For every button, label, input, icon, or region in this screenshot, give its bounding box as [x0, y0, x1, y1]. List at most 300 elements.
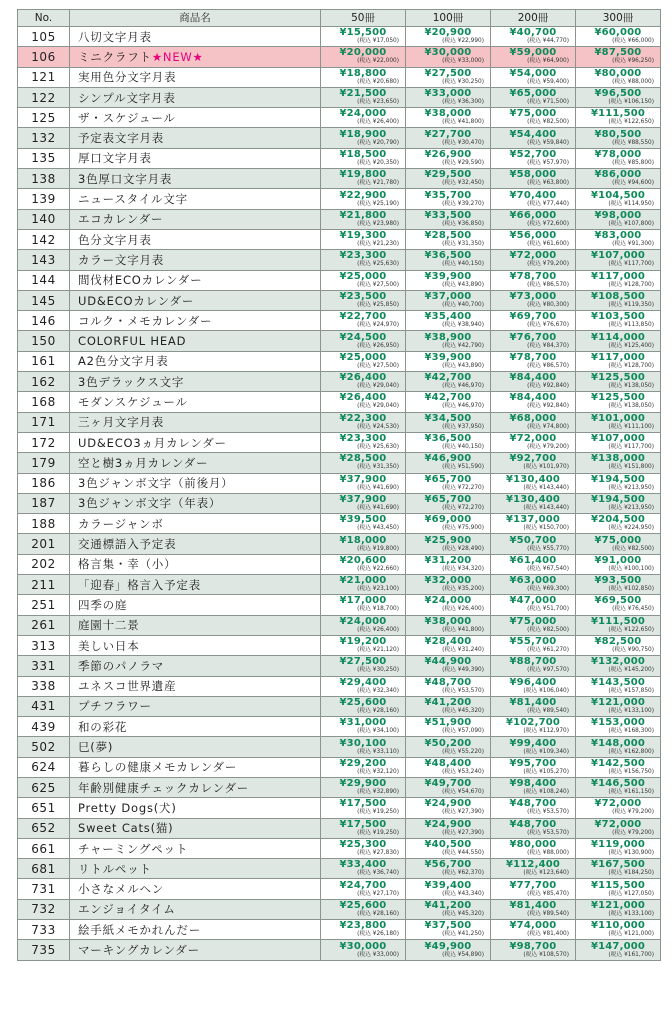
- price: ¥50,700: [509, 534, 557, 546]
- price-tax-included: (税込 ¥25,190): [357, 200, 399, 207]
- price-cell-100: [406, 554, 491, 574]
- price-cell-100: [406, 757, 491, 777]
- price: ¥44,900: [424, 656, 472, 668]
- price-tax-included: (税込 ¥85,470): [527, 890, 569, 897]
- price: ¥25,600: [339, 696, 387, 708]
- price: ¥48,700: [509, 818, 557, 830]
- price-tax-included: (税込 ¥43,890): [442, 362, 484, 369]
- price-tax-included: (税込 ¥46,970): [442, 403, 484, 410]
- price: ¥23,800: [339, 920, 387, 932]
- product-name-cell: [70, 575, 321, 595]
- product-number: 146: [18, 311, 70, 331]
- price-cell-300: [576, 798, 661, 818]
- product-name-cell: [70, 920, 321, 940]
- price-cell-50: [321, 737, 406, 757]
- price-tax-included: (税込 ¥37,950): [442, 423, 484, 430]
- product-name-cell: [70, 87, 321, 107]
- price-tax-included: (税込 ¥22,660): [357, 565, 399, 572]
- product-name: リトルペット: [78, 861, 152, 876]
- price: ¥19,200: [339, 636, 387, 648]
- price-cell-300: [576, 209, 661, 229]
- price-cell-200: [491, 392, 576, 412]
- product-name: 予定表文字月表: [78, 131, 165, 146]
- price: ¥194,500: [590, 473, 646, 485]
- price: ¥98,700: [509, 940, 557, 952]
- price-tax-included: (税込 ¥43,340): [442, 890, 484, 897]
- product-name-cell: [70, 169, 321, 189]
- price: ¥20,000: [339, 47, 387, 59]
- price-tax-included: (税込 ¥44,770): [527, 38, 569, 45]
- price: ¥37,500: [424, 920, 472, 932]
- price-tax-included: (税込 ¥41,250): [442, 931, 484, 938]
- price-tax-included: (税込 ¥21,120): [357, 647, 399, 654]
- product-name-cell: [70, 250, 321, 270]
- price: ¥132,000: [590, 656, 646, 668]
- price-cell-200: [491, 148, 576, 168]
- table-row: [18, 899, 661, 919]
- price: ¥68,000: [509, 412, 557, 424]
- price-cell-300: [576, 859, 661, 879]
- price-tax-included: (税込 ¥18,700): [357, 606, 399, 613]
- price: ¥72,000: [594, 798, 642, 810]
- price-tax-included: (税込 ¥79,200): [612, 829, 654, 836]
- price-cell-300: [576, 940, 661, 960]
- price-cell-50: [321, 757, 406, 777]
- product-number: 624: [18, 757, 70, 777]
- price-cell-50: [321, 798, 406, 818]
- product-name: モダンスケジュール: [78, 394, 188, 409]
- price-tax-included: (税込 ¥79,200): [527, 444, 569, 451]
- price: ¥35,400: [424, 311, 472, 323]
- price-cell-300: [576, 331, 661, 351]
- price-tax-included: (税込 ¥55,220): [442, 748, 484, 755]
- price-tax-included: (税込 ¥90,750): [612, 647, 654, 654]
- price-cell-50: [321, 696, 406, 716]
- price-cell-50: [321, 838, 406, 858]
- price-tax-included: (税込 ¥224,950): [608, 525, 654, 532]
- header-100: 100冊: [406, 10, 491, 27]
- price: ¥204,500: [590, 514, 646, 526]
- price-tax-included: (税込 ¥32,120): [357, 768, 399, 775]
- table-row: [18, 128, 661, 148]
- price-cell-50: [321, 493, 406, 513]
- price-tax-included: (税込 ¥138,050): [608, 383, 654, 390]
- product-name: 巳(夢): [78, 740, 114, 755]
- price-cell-200: [491, 920, 576, 940]
- price-tax-included: (税込 ¥23,650): [357, 99, 399, 106]
- price-tax-included: (税込 ¥82,500): [527, 626, 569, 633]
- price-cell-50: [321, 290, 406, 310]
- price-cell-300: [576, 635, 661, 655]
- price-cell-300: [576, 777, 661, 797]
- price: ¥70,400: [509, 189, 557, 201]
- table-row: [18, 818, 661, 838]
- table-row: [18, 311, 661, 331]
- price-cell-50: [321, 859, 406, 879]
- price-tax-included: (税込 ¥24,530): [357, 423, 399, 430]
- price: ¥77,700: [509, 879, 557, 891]
- price-tax-included: (税込 ¥26,950): [357, 342, 399, 349]
- price: ¥34,500: [424, 412, 472, 424]
- product-number: 338: [18, 676, 70, 696]
- table-row: [18, 148, 661, 168]
- price-tax-included: (税込 ¥113,850): [608, 322, 654, 329]
- price-cell-300: [576, 47, 661, 67]
- price-cell-200: [491, 229, 576, 249]
- price-cell-50: [321, 534, 406, 554]
- product-number: 652: [18, 818, 70, 838]
- price-tax-included: (税込 ¥54,890): [442, 951, 484, 958]
- price-tax-included: (税込 ¥40,700): [442, 302, 484, 308]
- price-tax-included: (税込 ¥64,900): [527, 58, 569, 65]
- product-number: 251: [18, 595, 70, 615]
- price-cell-300: [576, 899, 661, 919]
- price-cell-100: [406, 229, 491, 249]
- price: ¥52,700: [509, 148, 557, 160]
- price-tax-included: (税込 ¥145,200): [608, 667, 654, 674]
- product-name-cell: [70, 331, 321, 351]
- price-cell-50: [321, 453, 406, 473]
- price-cell-100: [406, 250, 491, 270]
- price-cell-300: [576, 270, 661, 290]
- product-number: 661: [18, 838, 70, 858]
- price: ¥103,500: [590, 311, 646, 323]
- product-number: 201: [18, 534, 70, 554]
- price-tax-included: (税込 ¥123,640): [523, 870, 569, 877]
- price-tax-included: (税込 ¥41,690): [357, 484, 399, 491]
- price-cell-200: [491, 554, 576, 574]
- price-cell-50: [321, 432, 406, 452]
- price: ¥37,000: [424, 291, 472, 302]
- price-cell-50: [321, 250, 406, 270]
- price: ¥49,900: [424, 940, 472, 952]
- price-cell-300: [576, 838, 661, 858]
- price: ¥81,400: [509, 696, 557, 708]
- product-name: UD&ECO3ヵ月カレンダー: [78, 435, 227, 450]
- product-number: 681: [18, 859, 70, 879]
- price-cell-50: [321, 67, 406, 87]
- price: ¥23,300: [339, 250, 387, 262]
- price-cell-300: [576, 169, 661, 189]
- price-cell-100: [406, 270, 491, 290]
- price: ¥19,800: [339, 169, 387, 181]
- price: ¥75,000: [594, 534, 642, 546]
- price-tax-included: (税込 ¥85,800): [612, 159, 654, 166]
- price-tax-included: (税込 ¥76,670): [527, 322, 569, 329]
- product-number: 261: [18, 615, 70, 635]
- price-tax-included: (税込 ¥133,100): [608, 707, 654, 714]
- product-number: 140: [18, 209, 70, 229]
- price-cell-200: [491, 676, 576, 696]
- header-name: 商品名: [70, 10, 321, 27]
- price-cell-200: [491, 270, 576, 290]
- price-tax-included: (税込 ¥88,000): [612, 78, 654, 85]
- price-tax-included: (税込 ¥29,040): [357, 383, 399, 390]
- price: ¥18,500: [339, 148, 387, 160]
- product-name-cell: [70, 595, 321, 615]
- price-tax-included: (税込 ¥80,300): [527, 302, 569, 308]
- price-tax-included: (税込 ¥38,940): [442, 322, 484, 329]
- price-tax-included: (税込 ¥41,800): [442, 119, 484, 126]
- table-row: [18, 879, 661, 899]
- price: ¥130,400: [505, 493, 561, 505]
- price-tax-included: (税込 ¥34,320): [442, 565, 484, 572]
- product-name-cell: [70, 27, 321, 47]
- price-cell-100: [406, 777, 491, 797]
- price-tax-included: (税込 ¥28,160): [357, 707, 399, 714]
- price: ¥40,500: [424, 839, 472, 851]
- price-tax-included: (税込 ¥25,850): [357, 302, 399, 308]
- price-tax-included: (税込 ¥19,800): [357, 545, 399, 552]
- product-number: 142: [18, 229, 70, 249]
- product-name: 四季の庭: [78, 597, 128, 612]
- price: ¥27,500: [424, 67, 472, 79]
- price: ¥35,700: [424, 189, 472, 201]
- price-cell-200: [491, 87, 576, 107]
- price: ¥80,000: [594, 67, 642, 79]
- price: ¥99,400: [509, 737, 557, 749]
- price: ¥69,500: [594, 595, 642, 607]
- price: ¥48,700: [509, 798, 557, 810]
- price-cell-300: [576, 290, 661, 310]
- price-cell-100: [406, 656, 491, 676]
- product-name-cell: [70, 879, 321, 899]
- table-row: [18, 737, 661, 757]
- price: ¥87,500: [594, 47, 642, 59]
- price-tax-included: (税込 ¥23,980): [357, 220, 399, 227]
- price: ¥74,000: [509, 920, 557, 932]
- price-tax-included: (税込 ¥91,300): [612, 241, 654, 248]
- price-cell-300: [576, 351, 661, 371]
- price-cell-100: [406, 331, 491, 351]
- price-cell-100: [406, 169, 491, 189]
- price: ¥38,900: [424, 331, 472, 343]
- price-cell-200: [491, 757, 576, 777]
- price: ¥121,000: [590, 696, 646, 708]
- table-row: [18, 351, 661, 371]
- product-name: シンプル文字月表: [78, 90, 176, 105]
- product-name: Pretty Dogs(犬): [78, 800, 177, 815]
- price-tax-included: (税込 ¥23,100): [357, 586, 399, 593]
- price: ¥31,200: [424, 554, 472, 566]
- product-name: 「迎春」格言入予定表: [78, 577, 201, 592]
- price: ¥167,500: [590, 859, 646, 871]
- price: ¥17,000: [339, 595, 387, 607]
- price-cell-100: [406, 696, 491, 716]
- price: ¥117,000: [590, 270, 646, 282]
- price: ¥84,400: [509, 372, 557, 384]
- price-cell-100: [406, 676, 491, 696]
- price-tax-included: (税込 ¥30,250): [442, 78, 484, 85]
- price: ¥28,500: [424, 230, 472, 242]
- price-tax-included: (税込 ¥184,250): [608, 870, 654, 877]
- product-number: 150: [18, 331, 70, 351]
- product-number: 313: [18, 635, 70, 655]
- price: ¥115,500: [590, 879, 646, 891]
- price-tax-included: (税込 ¥62,370): [442, 870, 484, 877]
- price: ¥24,000: [339, 615, 387, 627]
- price-cell-100: [406, 412, 491, 432]
- price-tax-included: (税込 ¥53,240): [442, 768, 484, 775]
- price-cell-100: [406, 899, 491, 919]
- product-name-cell: [70, 757, 321, 777]
- price-tax-included: (税込 ¥101,970): [523, 464, 569, 471]
- price-tax-included: (税込 ¥92,840): [527, 383, 569, 390]
- price: ¥86,000: [594, 169, 642, 181]
- price: ¥47,000: [509, 595, 557, 607]
- price-tax-included: (税込 ¥26,400): [357, 119, 399, 126]
- price-cell-300: [576, 757, 661, 777]
- product-name: 厚口文字月表: [78, 151, 152, 166]
- price-cell-200: [491, 412, 576, 432]
- price: ¥20,600: [339, 554, 387, 566]
- table-body: [18, 27, 661, 961]
- price-cell-100: [406, 717, 491, 737]
- product-name-cell: [70, 473, 321, 493]
- product-name-cell: [70, 818, 321, 838]
- price-cell-100: [406, 432, 491, 452]
- price-tax-included: (税込 ¥31,350): [357, 464, 399, 471]
- price-tax-included: (税込 ¥20,350): [357, 159, 399, 166]
- price-tax-included: (税込 ¥89,540): [527, 707, 569, 714]
- price-tax-included: (税込 ¥69,300): [527, 586, 569, 593]
- price: ¥19,300: [339, 230, 387, 242]
- price-cell-200: [491, 311, 576, 331]
- table-row: [18, 534, 661, 554]
- price: ¥119,000: [590, 839, 646, 851]
- price-tax-included: (税込 ¥86,570): [527, 362, 569, 369]
- table-row: [18, 676, 661, 696]
- price-tax-included: (税込 ¥40,150): [442, 444, 484, 451]
- price-cell-300: [576, 615, 661, 635]
- price: ¥29,900: [339, 778, 387, 790]
- price-tax-included: (税込 ¥42,790): [442, 342, 484, 349]
- price-tax-included: (税込 ¥97,570): [527, 667, 569, 674]
- product-number: 331: [18, 656, 70, 676]
- table-row: [18, 940, 661, 960]
- price-cell-300: [576, 595, 661, 615]
- product-number: 162: [18, 372, 70, 392]
- price-tax-included: (税込 ¥117,700): [608, 261, 654, 268]
- price-tax-included: (税込 ¥33,000): [357, 951, 399, 958]
- price-cell-100: [406, 879, 491, 899]
- product-name-cell: [70, 737, 321, 757]
- price-cell-200: [491, 189, 576, 209]
- price-tax-included: (税込 ¥86,570): [527, 281, 569, 288]
- price: ¥88,700: [509, 656, 557, 668]
- price-tax-included: (税込 ¥111,100): [608, 423, 654, 430]
- price-cell-200: [491, 717, 576, 737]
- price-cell-100: [406, 47, 491, 67]
- price: ¥25,900: [424, 534, 472, 546]
- product-number: 171: [18, 412, 70, 432]
- price-tax-included: (税込 ¥27,390): [442, 809, 484, 816]
- product-name-cell: [70, 696, 321, 716]
- price: ¥56,000: [509, 230, 557, 242]
- price: ¥36,500: [424, 433, 472, 445]
- product-number: 132: [18, 128, 70, 148]
- price: ¥125,500: [590, 372, 646, 384]
- product-number: 138: [18, 169, 70, 189]
- product-name: 間伐材ECOカレンダー: [78, 273, 203, 288]
- price-cell-200: [491, 777, 576, 797]
- price-tax-included: (税込 ¥112,970): [523, 728, 569, 735]
- product-name: 3色デラックス文字: [78, 374, 185, 389]
- price-cell-50: [321, 920, 406, 940]
- price-cell-300: [576, 818, 661, 838]
- price-tax-included: (税込 ¥88,000): [527, 850, 569, 857]
- price: ¥48,700: [424, 676, 472, 688]
- product-number: 144: [18, 270, 70, 290]
- price: ¥72,000: [594, 818, 642, 830]
- table-row: [18, 27, 661, 47]
- product-number: 733: [18, 920, 70, 940]
- price-cell-200: [491, 128, 576, 148]
- price-tax-included: (税込 ¥128,700): [608, 362, 654, 369]
- price-tax-included: (税込 ¥143,440): [523, 504, 569, 511]
- price-cell-300: [576, 392, 661, 412]
- price-cell-200: [491, 595, 576, 615]
- price-tax-included: (税込 ¥45,320): [442, 910, 484, 917]
- product-name: ザ・スケジュール: [78, 110, 176, 125]
- price-cell-50: [321, 270, 406, 290]
- table-row: [18, 67, 661, 87]
- price: ¥18,900: [339, 128, 387, 140]
- price: ¥104,500: [590, 189, 646, 201]
- price-cell-300: [576, 189, 661, 209]
- price-tax-included: (税込 ¥53,570): [527, 829, 569, 836]
- product-name-cell: [70, 635, 321, 655]
- price-tax-included: (税込 ¥53,570): [527, 809, 569, 816]
- product-name-cell: [70, 453, 321, 473]
- price: ¥39,400: [424, 879, 472, 891]
- product-name: 3色厚口文字月表: [78, 171, 173, 186]
- price-tax-included: (税込 ¥51,700): [527, 606, 569, 613]
- price-cell-50: [321, 27, 406, 47]
- price-cell-100: [406, 351, 491, 371]
- price-cell-100: [406, 859, 491, 879]
- price-tax-included: (税込 ¥72,270): [442, 504, 484, 511]
- price-cell-100: [406, 290, 491, 310]
- price-tax-included: (税込 ¥35,200): [442, 586, 484, 593]
- product-name: UD&ECOカレンダー: [78, 293, 195, 308]
- price: ¥17,500: [339, 798, 387, 810]
- price-tax-included: (税込 ¥59,400): [527, 78, 569, 85]
- price-cell-50: [321, 656, 406, 676]
- price: ¥24,500: [339, 331, 387, 343]
- price-cell-200: [491, 615, 576, 635]
- price-tax-included: (税込 ¥161,700): [608, 951, 654, 958]
- price: ¥41,200: [424, 696, 472, 708]
- price-cell-100: [406, 27, 491, 47]
- price: ¥48,400: [424, 757, 472, 769]
- product-name: 三ヶ月文字月表: [78, 415, 165, 430]
- price-tax-included: (税込 ¥30,250): [357, 667, 399, 674]
- price: ¥31,000: [339, 717, 387, 729]
- price: ¥24,900: [424, 818, 472, 830]
- price: ¥26,900: [424, 148, 472, 160]
- price: ¥38,000: [424, 615, 472, 627]
- price-cell-50: [321, 209, 406, 229]
- price-cell-100: [406, 514, 491, 534]
- price-tax-included: (税込 ¥76,450): [612, 606, 654, 613]
- price-cell-50: [321, 169, 406, 189]
- price-cell-100: [406, 737, 491, 757]
- product-name-cell: [70, 554, 321, 574]
- price-cell-200: [491, 351, 576, 371]
- price: ¥23,300: [339, 433, 387, 445]
- product-number: 735: [18, 940, 70, 960]
